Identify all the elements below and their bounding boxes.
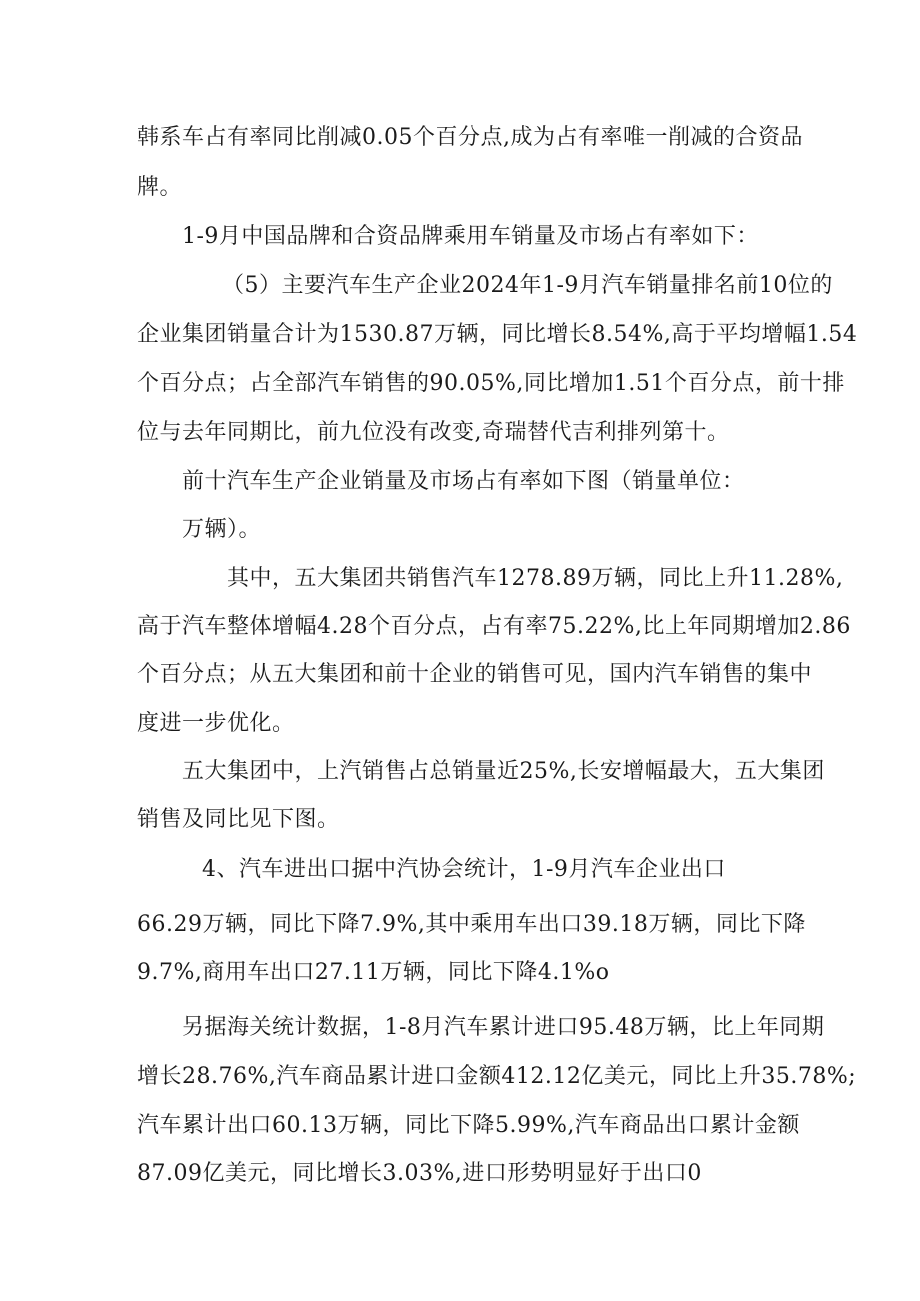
text-line: 前十汽车生产企业销量及市场占有率如下图（销量单位： — [182, 469, 745, 494]
text-line: （5）主要汽车生产企业2024年1-9月汽车销量排名前10位的 — [222, 273, 833, 298]
text-line: 1-9月中国品牌和合资品牌乘用车销量及市场占有率如下： — [182, 224, 759, 249]
text-line: 韩系车占有率同比削减0.05个百分点,成为占有率唯一削减的合资品 — [137, 125, 803, 150]
text-line: 五大集团中，上汽销售占总销量近25%,长安增幅最大，五大集团 — [182, 759, 825, 784]
text-line: 企业集团销量合计为1530.87万辆，同比增长8.54%,高于平均增幅1.54 — [137, 322, 858, 347]
text-line: 销售及同比见下图。 — [137, 807, 340, 832]
text-line: 增长28.76%,汽车商品累计进口金额412.12亿美元，同比上升35.78%; — [137, 1064, 857, 1089]
text-line: 位与去年同期比，前九位没有改变,奇瑞替代吉利排列第十。 — [137, 420, 730, 445]
text-line: 87.09亿美元，同比增长3.03%,进口形势明显好于出口0 — [137, 1161, 702, 1186]
text-line: 另据海关统计数据，1-8月汽车累计进口95.48万辆，比上年同期 — [182, 1015, 825, 1040]
text-line: 牌。 — [137, 175, 183, 200]
text-line: 个百分点；从五大集团和前十企业的销售可见，国内汽车销售的集中 — [137, 662, 813, 687]
text-line: 个百分点；占全部汽车销售的90.05%,同比增加1.51个百分点，前十排 — [137, 371, 845, 396]
text-line: 9.7%,商用车出口27.11万辆，同比下降4.1%o — [137, 960, 610, 985]
text-line: 其中，五大集团共销售汽车1278.89万辆，同比上升11.28%, — [227, 566, 844, 591]
text-line: 高于汽车整体增幅4.28个百分点，占有率75.22%,比上年同期增加2.86 — [137, 614, 851, 639]
text-line: 万辆）。 — [182, 517, 262, 542]
text-line: 度进一步优化。 — [137, 711, 295, 736]
text-line: 汽车累计出口60.13万辆，同比下降5.99%,汽车商品出口累计金额 — [137, 1113, 800, 1138]
text-line: 66.29万辆，同比下降7.9%,其中乘用车出口39.18万辆，同比下降 — [137, 912, 806, 937]
text-line: 4、汽车进出口据中汽协会统计，1-9月汽车企业出口 — [202, 857, 726, 882]
